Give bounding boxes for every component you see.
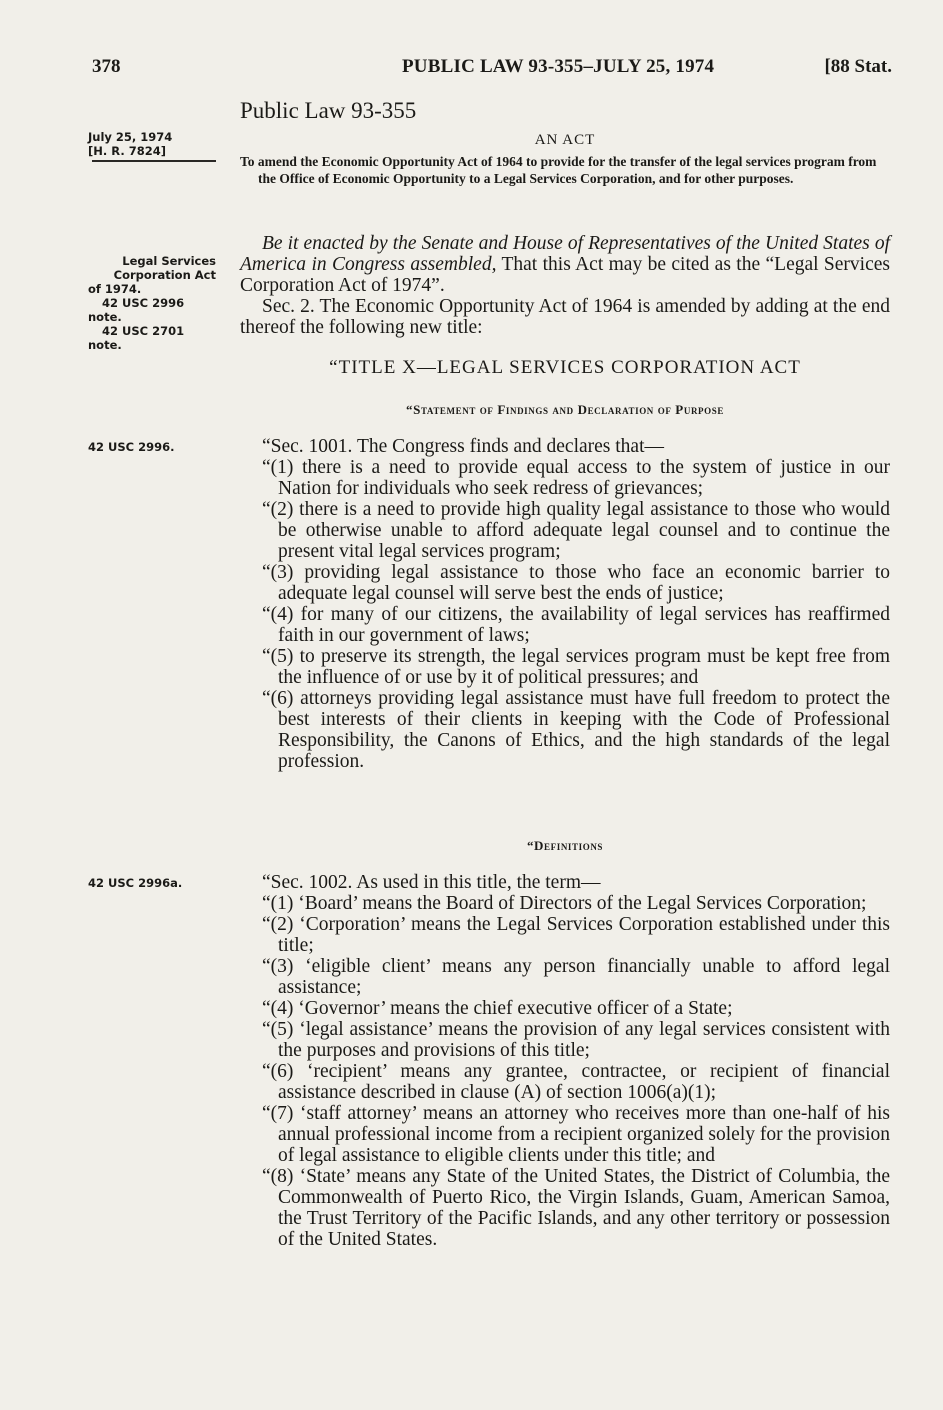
margin-line: note. — [88, 310, 122, 324]
section-1002-intro: “Sec. 1002. As used in this title, the term— — [262, 872, 601, 893]
definition-item: “(5) ‘legal assistance’ means the provision of any legal services consistent with the purposes and provisions of this title; — [262, 1019, 890, 1061]
definitions-section — [240, 872, 890, 1250]
findings-heading: “Statement of Findings and Declaration of Purpose — [406, 402, 724, 417]
margin-line: Legal Services — [122, 254, 216, 268]
statute-reference: [88 Stat. — [824, 56, 892, 77]
margin-date: July 25, 1974 — [88, 130, 173, 144]
finding-item: “(4) for many of our citizens, the availability of legal services has reaffirmed faith in our government of laws; — [262, 604, 890, 646]
findings-section — [240, 436, 890, 772]
definition-item: “(3) ‘eligible client’ means any person financially unable to afford legal assistance; — [262, 956, 890, 998]
purpose-text: To amend the Economic Opportunity Act of 1964 to provide for the transfer of the legal services program from the Office of Economic Opportunity to a Legal Services Corporation, and for other purposes. — [240, 154, 877, 186]
margin-date-block — [88, 130, 216, 158]
finding-item: “(2) there is a need to provide high quality legal assistance to those who would be otherwise unable to afford adequate legal counsel and to continue the present vital legal services program; — [262, 499, 890, 562]
finding-item: “(1) there is a need to provide equal access to the system of justice in our Nation for individuals who seek redress of grievances; — [262, 457, 890, 499]
section-1001-intro: “Sec. 1001. The Congress finds and declares that— — [262, 436, 664, 457]
title-x-heading: “TITLE X—LEGAL SERVICES CORPORATION ACT — [329, 357, 801, 378]
definition-item: “(2) ‘Corporation’ means the Legal Services Corporation established under this title; — [262, 914, 890, 956]
running-header — [92, 56, 892, 86]
an-act-heading: AN ACT — [534, 132, 596, 148]
margin-sec1002: 42 USC 2996a. — [88, 876, 183, 890]
enacting-clause — [240, 233, 890, 338]
margin-line: note. — [88, 338, 122, 352]
finding-item: “(6) attorneys providing legal assistance must have full freedom to protect the best interests of their clients in keeping with the Code of Professional Responsibility, the Canons of Ethics, and the high standards of the legal profession. — [262, 688, 890, 772]
margin-bill: [H. R. 7824] — [88, 144, 166, 158]
definition-item: “(7) ‘staff attorney’ means an attorney who receives more than one-half of his annual professional income from a recipient organized solely for the provision of legal assistance to eligible clients under this title; and — [262, 1103, 890, 1166]
margin-line: 42 USC 2996 — [102, 296, 185, 310]
definitions-heading: “Definitions — [526, 838, 604, 853]
public-law-number: Public Law 93-355 — [240, 98, 417, 123]
margin-line: Corporation Act — [113, 268, 216, 282]
definition-item: “(4) ‘Governor’ means the chief executive officer of a State; — [262, 998, 733, 1019]
enacting-italic: Be it enacted by the Senate and House of Representatives of the United States of America in Congress assembled, — [240, 233, 890, 275]
margin-line: 42 USC 2701 — [102, 324, 185, 338]
enacting-paragraph — [240, 233, 890, 296]
margin-short-title — [88, 254, 216, 352]
enacting-rest: That this Act may be cited as the “Legal Services Corporation Act of 1974”. — [240, 254, 890, 296]
section-2: Sec. 2. The Economic Opportunity Act of 1964 is amended by adding at the end thereof the following new title: — [240, 296, 890, 338]
definition-item: “(8) ‘State’ means any State of the United States, the District of Columbia, the Commonwealth of Puerto Rico, the Virgin Islands, Guam, American Samoa, the Trust Territory of the Pacific Islands, and any other territory or possession of the United States. — [262, 1166, 890, 1250]
act-purpose — [240, 153, 890, 187]
finding-item: “(3) providing legal assistance to those who face an economic barrier to adequate legal counsel will serve best the ends of justice; — [262, 562, 890, 604]
definition-item: “(6) ‘recipient’ means any grantee, contractee, or recipient of financial assistance described in clause (A) of section 1006(a)(1); — [262, 1061, 890, 1103]
definition-item: “(1) ‘Board’ means the Board of Directors of the Legal Services Corporation; — [262, 893, 867, 914]
margin-sec1001: 42 USC 2996. — [88, 440, 175, 454]
page-number: 378 — [92, 56, 121, 77]
margin-rule — [92, 160, 216, 162]
margin-line: of 1974. — [88, 282, 142, 296]
running-title: PUBLIC LAW 93-355–JULY 25, 1974 — [402, 56, 715, 77]
finding-item: “(5) to preserve its strength, the legal services program must be kept free from the influence of or use by it of political pressures; and — [262, 646, 890, 688]
